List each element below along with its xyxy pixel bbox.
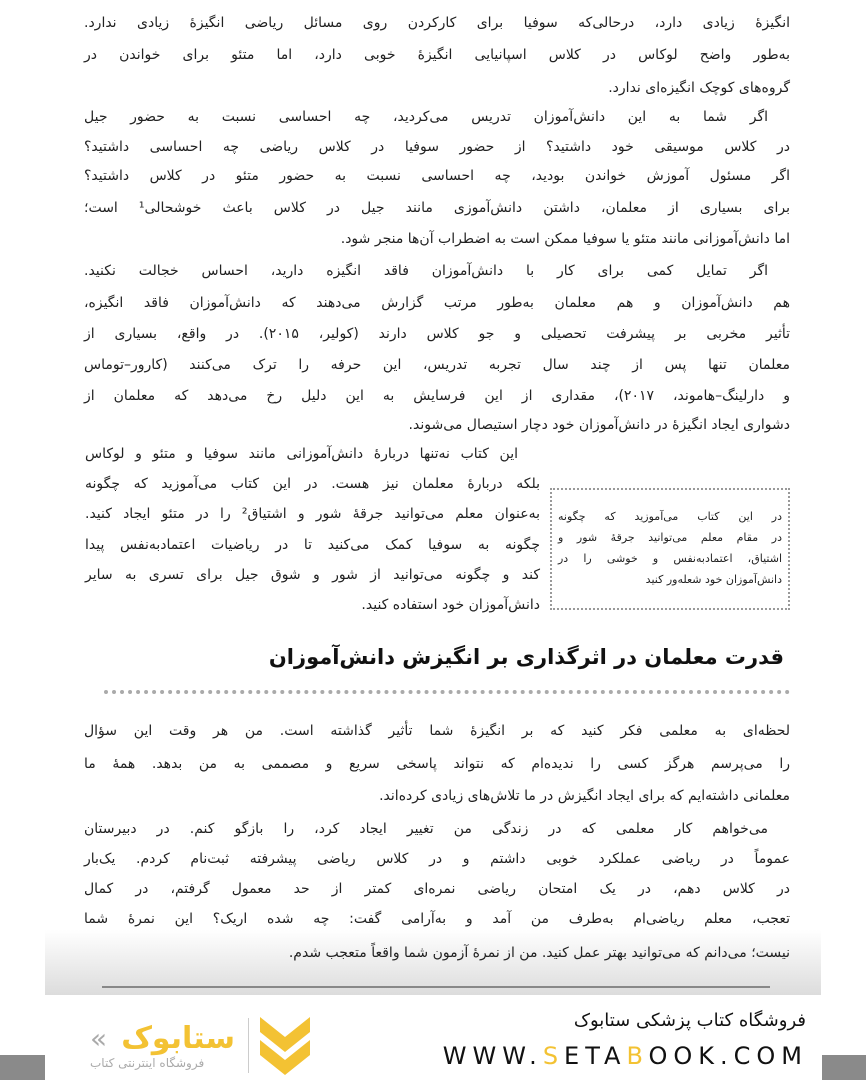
text-line: و دارلینگ–هاموند، ۲۰۱۷)، مقداری از این فرسایش به این دلیل رخ می‌دهد که معلمان از — [84, 388, 790, 404]
text-line: تعجب، معلم ریاضی‌ام به‌طرف من آمد و به‌آرامی گفت: چه شده اریک؟ این نمرهٔ شما — [84, 911, 790, 927]
text-line: کند و چگونه می‌توانید از شور و شوق جیل برای تسری به سایر — [85, 567, 540, 583]
text-line: دشواری ایجاد انگیزهٔ در دانش‌آموزان خود دچار استیصال می‌شوند. — [408, 417, 790, 433]
text-line: اگر مسئول آموزش خواندن بودید، چه احساسی نسبت به حضور متئو در کلاس داشتید؟ — [84, 168, 790, 184]
pull-quote-box — [550, 488, 790, 610]
text-line: در کلاس موسیقی خود داشتید؟ از حضور سوفیا در کلاس ریاضی چه احساسی داشتید؟ — [84, 139, 790, 155]
text-line: نیست؛ می‌دانم که می‌توانید بهتر عمل کنید. من از نمرهٔ آزمون شما واقعاً متعجب شدم. — [288, 945, 790, 961]
footer-website-url[interactable]: WWW.SETABOOK.COM — [442, 1042, 808, 1070]
footer-gray-block-left — [0, 1055, 45, 1080]
text-line: در کلاس دهم، در یک امتحان ریاضی نمره‌ای کمتر از حد معمول گرفتم، در کمال — [84, 881, 790, 897]
pull-quote-line: در مقام معلم می‌توانید جرقهٔ شور و — [558, 531, 782, 544]
text-line: را می‌پرسم هرگز کسی را ندیده‌ام که نتواند پاسخی سریع و مصممی به من بدهد. همهٔ ما — [84, 756, 790, 772]
footer-store-name: فروشگاه کتاب پزشکی ستابوک — [573, 1010, 806, 1031]
logo-tagline: فروشگاه اینترنتی کتاب — [90, 1056, 205, 1070]
text-line: دانش‌آموزان خود استفاده کنید. — [361, 597, 540, 613]
text-line: تأثیر مخربی بر پیشرفت تحصیلی و جو کلاس دارند (کولیر، ۲۰۱۵). در واقع، بسیاری از — [84, 326, 791, 342]
section-heading: قدرت معلمان در اثرگذاری بر انگیزش دانش‌آموزان — [268, 645, 784, 669]
text-line: به‌طور واضح لوکاس در کلاس اسپانیایی انگیزهٔ خوبی دارد، اما متئو برای خواندن در — [84, 47, 790, 63]
text-line: اما دانش‌آموزانی مانند متئو یا سوفیا ممکن است به اضطراب آن‌ها منجر شود. — [340, 231, 790, 247]
text-line: به‌عنوان معلم می‌توانید جرقهٔ شور و اشتیاق² را در متئو ایجاد کنید. — [85, 506, 540, 522]
text-line: برای بسیاری از معلمان، داشتن دانش‌آموزی مانند جیل در کلاس باعث خوشحالی¹ است؛ — [84, 200, 790, 216]
text-line: گروه‌های کوچک انگیزه‌ای ندارد. — [608, 80, 790, 96]
svg-text:«: « — [90, 1022, 108, 1055]
text-line: معلمانی داشته‌ایم که برای ایجاد انگیزش در ما تلاش‌های زیادی کرده‌اند. — [379, 788, 790, 804]
pull-quote-line: در این کتاب می‌آموزید که چگونه — [558, 510, 782, 523]
pull-quote-line: اشتیاق، اعتمادبه‌نفس و خوشی را در — [558, 552, 782, 565]
pull-quote-line: دانش‌آموزان خود شعله‌ور کنید — [645, 573, 782, 586]
text-line: انگیزهٔ زیادی دارد، درحالی‌که سوفیا برای کارکردن روی مسائل ریاضی انگیزهٔ زیادی ندارد. — [84, 15, 790, 31]
svg-text:ستابوک: ستابوک — [121, 1021, 235, 1056]
text-line: اگر تمایل کمی برای کار با دانش‌آموزان فاقد انگیزه دارید، احساس خجالت نکنید. — [84, 263, 768, 279]
text-line: این کتاب نه‌تنها دربارهٔ دانش‌آموزانی مانند سوفیا و متئو و لوکاس — [85, 446, 518, 462]
text-line: هم دانش‌آموزان و هم معلمان به‌طور مرتب گزارش می‌دهند که دانش‌آموزان فاقد انگیزه، — [84, 295, 790, 311]
text-line: لحظه‌ای به معلمی فکر کنید که بر انگیزهٔ شما تأثیر گذاشته است. من هر وقت این سؤال — [84, 723, 790, 739]
text-line: عموماً در ریاضی عملکرد خوبی داشتم و در کلاس ریاضی پیشرفته ثبت‌نام کردم. یک‌بار — [84, 851, 790, 867]
footer-gray-block-right — [822, 1055, 866, 1080]
page-bottom-rule — [102, 986, 770, 988]
text-line: چگونه به سوفیا کمک می‌کنید تا در ریاضیات اعتمادبه‌نفس پیدا — [85, 537, 540, 553]
text-line: اگر شما به این دانش‌آموزان تدریس می‌کردید، چه احساسی نسبت به حضور جیل — [84, 109, 768, 125]
text-line: بلکه دربارهٔ معلمان نیز هست. در این کتاب می‌آموزید که چگونه — [85, 476, 540, 492]
text-line: معلمان تنها پس از چند سال تجربه تدریس، این حرفه را ترک می‌کنند (کارور–توماس — [84, 357, 790, 373]
text-line: می‌خواهم کار معلمی که در زندگی من تغییر ایجاد کرد، را بازگو کنم. در دبیرستان — [84, 821, 768, 837]
heading-dotted-divider — [104, 690, 790, 694]
